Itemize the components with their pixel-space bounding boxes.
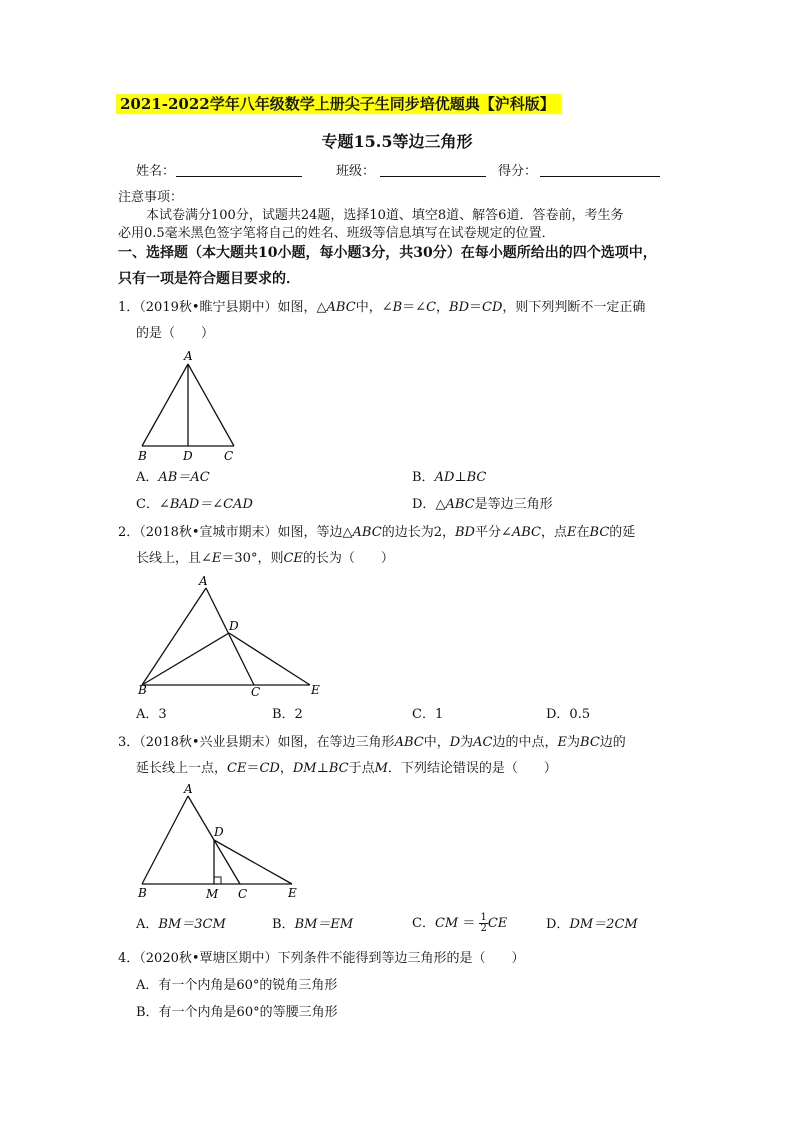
banner-title: 2021-2022学年八年级数学上册尖子生同步培优题典【沪科版】 [116,94,561,114]
q3-option-c[interactable]: C．CM ＝ $\frac{1}{2}$ CE [412,912,508,934]
q3-label-b: B [138,886,147,900]
q3-figure [130,780,310,904]
page-title: 专题15.5等边三角形 [321,132,473,151]
question-3-stem-cont: 延长线上一点，CE＝CD，DM⊥BC于点M．下列结论错误的是（ ） [136,761,557,776]
question-4-stem: 4．（2020秋•覃塘区期中）下列条件不能得到等边三角形的是（ ） [118,951,525,966]
q3-option-a[interactable]: A．BM＝3CM [136,917,226,932]
q2-label-e: E [311,683,320,697]
q2-label-c: C [251,685,261,699]
q2-figure [130,570,330,700]
q2-label-b: B [138,683,147,697]
q3-label-a: A [184,782,193,796]
q1-label-b: B [138,449,147,463]
notice-line: 必用0.5毫米黑色签字笔将自己的姓名、班级等信息填写在试卷规定的位置． [118,226,555,241]
q4-option-a[interactable]: A．有一个内角是60°的锐角三角形 [136,978,338,993]
q2-option-d[interactable]: D．0.5 [546,707,591,722]
q3-label-c: C [238,887,248,901]
q2-option-c[interactable]: C．1 [412,707,444,722]
q1-figure [130,346,250,464]
q3-option-d[interactable]: D．DM＝2CM [546,917,638,932]
score-label: 得分： [498,164,538,179]
q1-label-d: D [183,449,193,463]
class-blank[interactable] [380,176,486,177]
section-heading: 一、选择题（本大题共10小题，每小题3分，共30分）在每小题所给出的四个选项中， [118,245,657,261]
q4-option-b[interactable]: B．有一个内角是60°的等腰三角形 [136,1005,338,1020]
question-3-stem: 3．（2018秋•兴业县期末）如图，在等边三角形ABC中，D为AC边的中点，E为BC边的 [118,735,626,750]
q1-option-d[interactable]: D．△ABC是等边三角形 [412,497,553,512]
question-2-stem-cont: 长线上，且∠E＝30°，则CE的长为（ ） [136,551,394,566]
notice-heading: 注意事项： [118,190,184,205]
score-blank[interactable] [540,176,660,177]
q3-label-m: M [206,887,219,901]
q1-option-c[interactable]: C．∠BAD＝∠CAD [136,497,253,512]
question-1-stem: 1．（2019秋•睢宁县期中）如图，△ABC中，∠B＝∠C，BD＝CD，则下列判断不一定正确 [118,300,646,315]
q1-label-c: C [224,449,234,463]
q3-label-e: E [288,886,297,900]
class-label: 班级： [336,164,376,179]
fraction-one-half: $\frac{1}{2}$ [480,912,487,934]
q3-label-d: D [214,825,224,839]
q1-option-a[interactable]: A．AB＝AC [136,470,210,485]
q2-option-b[interactable]: B．2 [272,707,303,722]
question-1-stem-cont: 的是（ ） [136,326,215,341]
q2-label-d: D [229,619,239,633]
question-2-stem: 2．（2018秋•宣城市期末）如图，等边△ABC的边长为2，BD平分∠ABC，点E在BC的延 [118,525,636,540]
q2-option-a[interactable]: A．3 [136,707,167,722]
q2-label-a: A [199,574,208,588]
notice-line: 本试卷满分100分，试题共24题，选择10道、填空8道、解答6道．答卷前，考生务 [146,208,624,223]
q1-label-a: A [184,349,193,363]
section-heading: 只有一项是符合题目要求的． [118,271,300,287]
name-blank[interactable] [176,176,302,177]
q1-option-b[interactable]: B．AD⊥BC [412,470,487,485]
name-label: 姓名： [136,164,176,179]
q3-option-b[interactable]: B．BM＝EM [272,917,354,932]
